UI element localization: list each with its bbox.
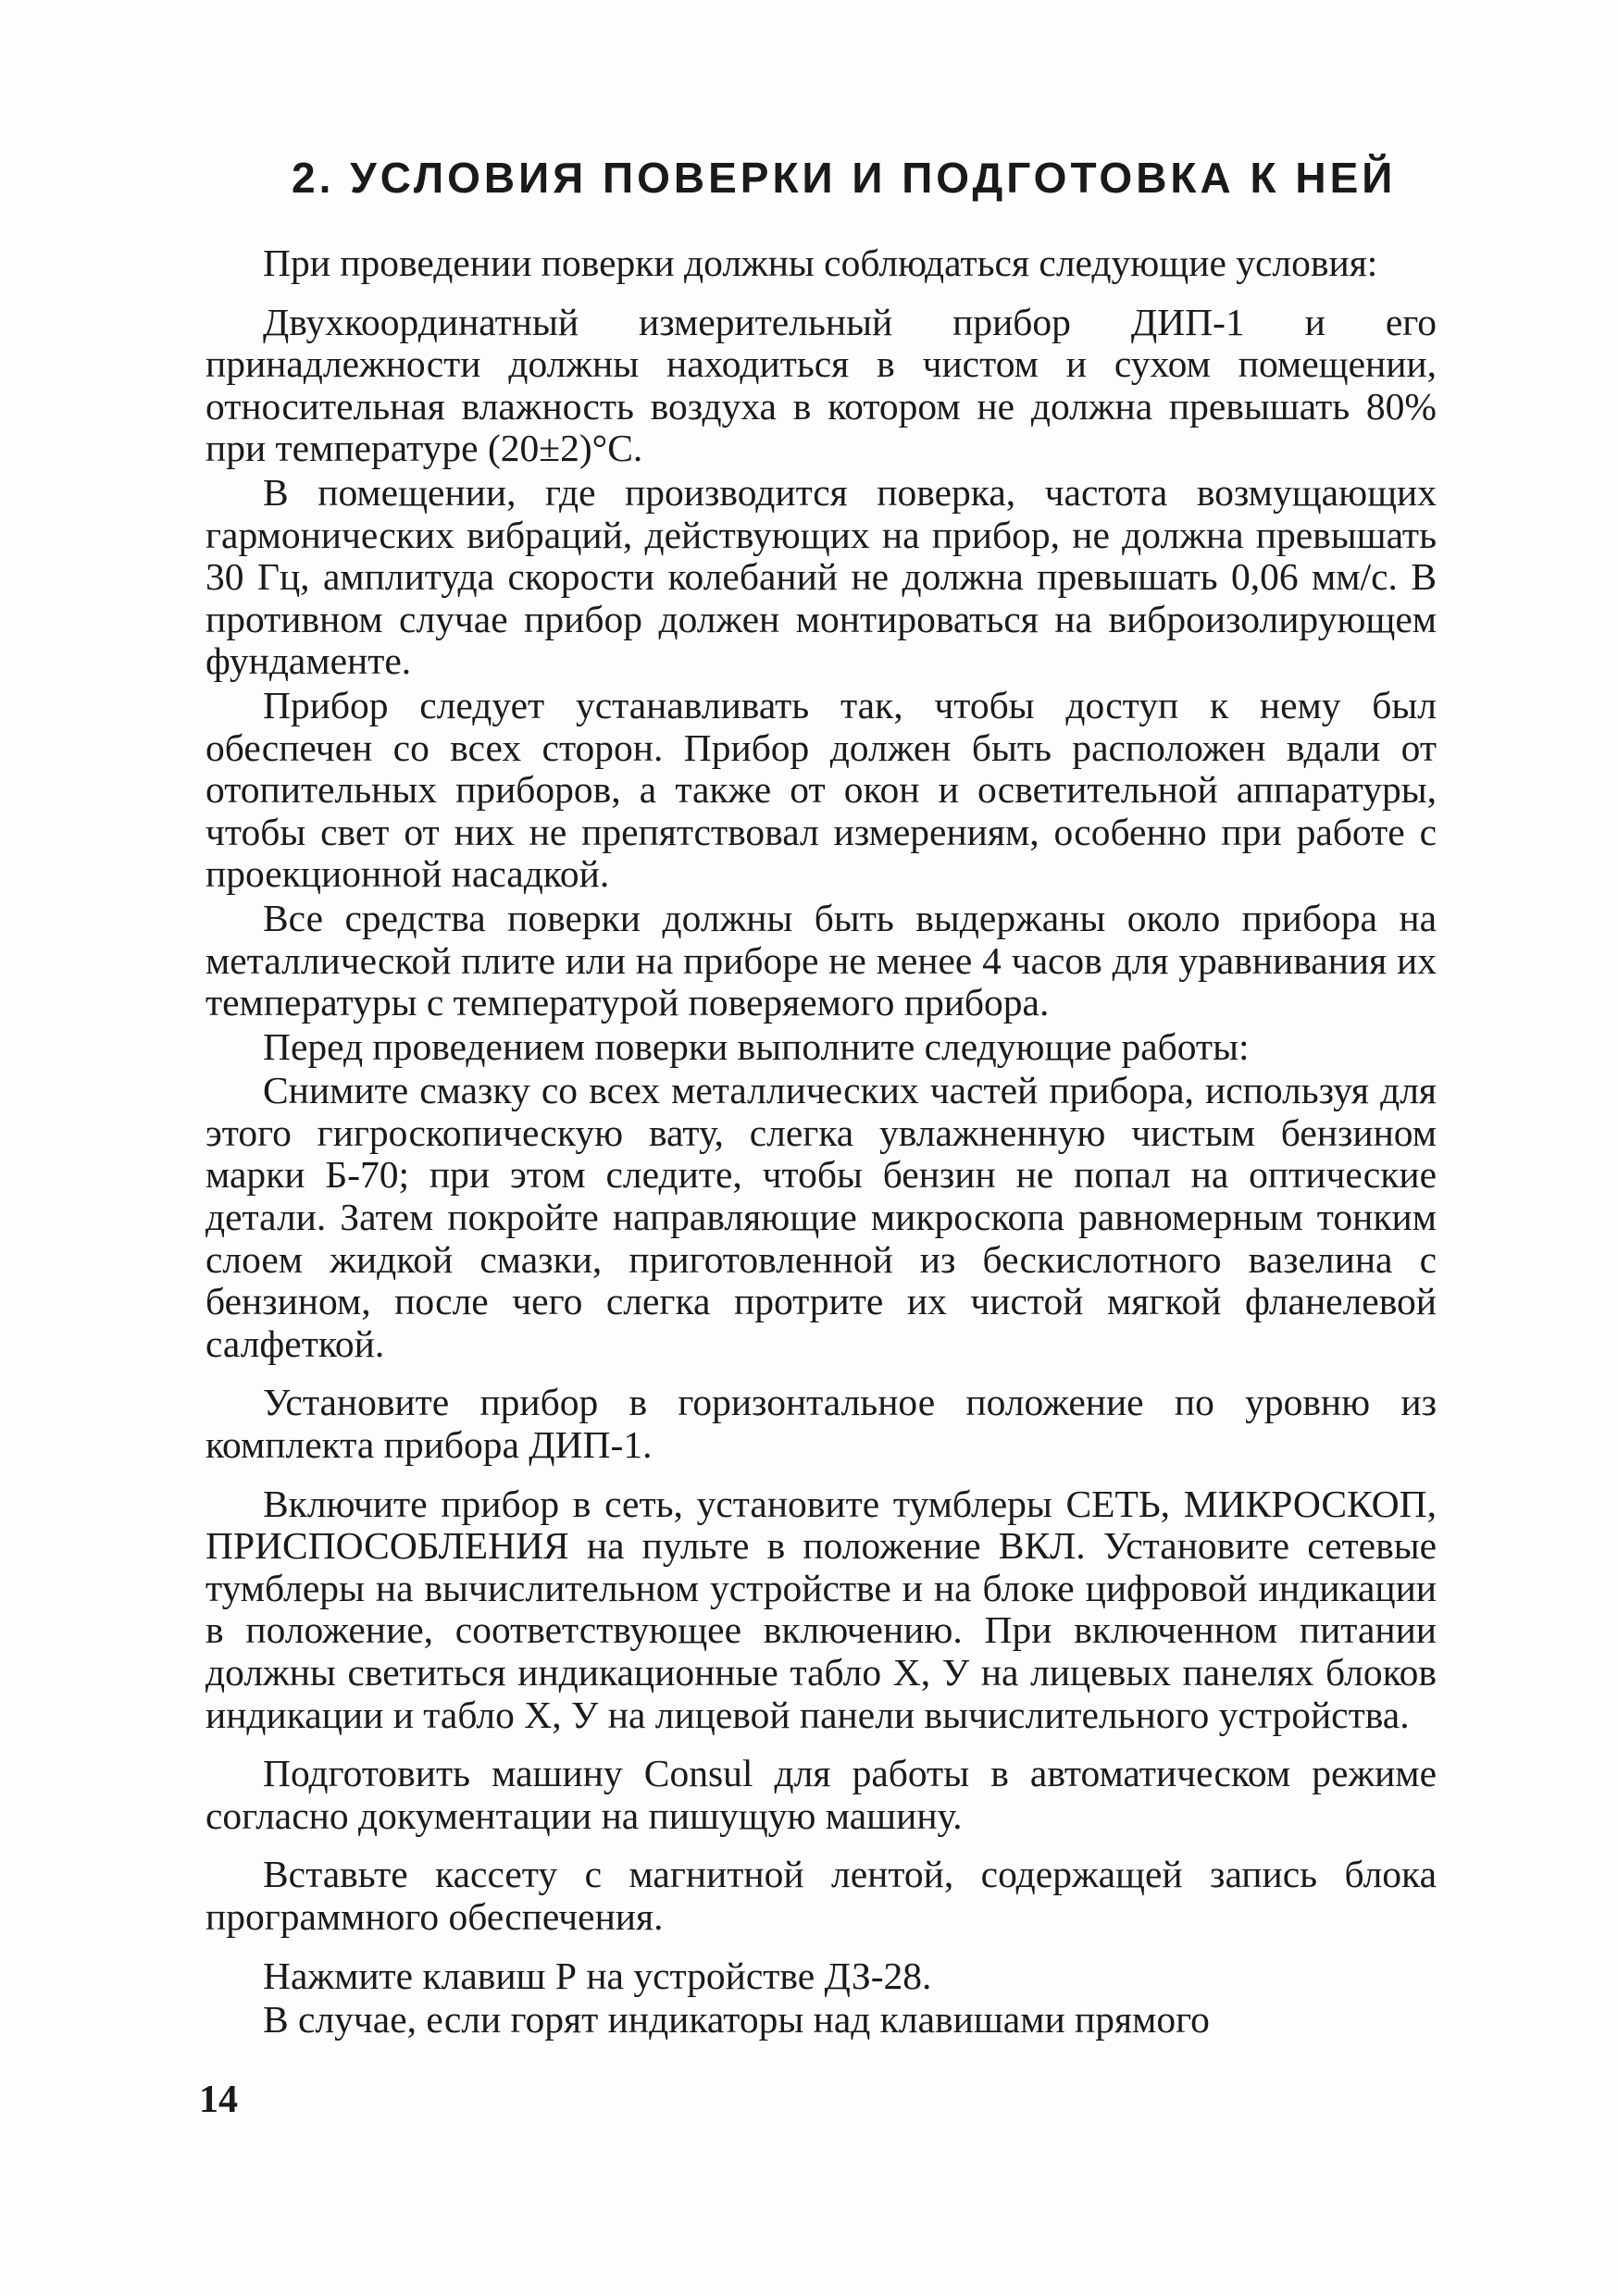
body-text <box>205 242 1437 2043</box>
paragraph: Все средства поверки должны быть выдержаны около прибора на металлической плите или на приборе не менее 4 часов для уравнивания их температуры с температурой поверяемого прибора. <box>205 896 1437 1024</box>
paragraph: При проведении поверки должны соблюдаться следующие условия: <box>263 242 1378 284</box>
paragraph: Снимите смазку со всех металлических частей прибора, используя для этого гигроскопическую вату, слегка увлажненную чистым бензином марки Б-70; при этом следите, чтобы бензин не попал на оптические детали. Затем покройте направляющие микроскопа равномерным тонким слоем жидкой смазки, приготовленной из бескислотного вазелина с бензином, после чего слегка протрите их чистой мягкой фланелевой салфеткой. <box>205 1069 1437 1365</box>
paragraph: Перед проведением поверки выполните следующие работы: <box>263 1024 1250 1068</box>
section-heading: 2. УСЛОВИЯ ПОВЕРКИ И ПОДГОТОВКА К НЕЙ <box>292 154 1397 202</box>
paragraph: В случае, если горят индикаторы над клавишами прямого <box>263 1998 1210 2042</box>
paragraph: Включите прибор в сеть, установите тумблеры СЕТЬ, МИКРОСКОП, ПРИСПОСОБЛЕНИЯ на пульте в положение ВКЛ. Установите сетевые тумблеры на вычислительном устройстве и на блоке цифровой индикации в положение, соответствующее включению. При включенном питании должны светиться индикационные табло X, У на лицевых панелях блоков индикации и табло X, У на лицевой панели вычислительного устройства. <box>205 1482 1437 1736</box>
paragraph: Установите прибор в горизонтальное положение по уровню из комплекта прибора ДИП-1. <box>205 1381 1437 1467</box>
paragraph: Двухкоординатный измерительный прибор ДИП-1 и его принадлежности должны находиться в чистом и сухом помещении, относительная влажность воздуха в котором не должна превышать 80% при температуре (20±2)°С. <box>205 300 1437 470</box>
paragraph: Подготовить машину Consul для работы в автоматическом режиме согласно документации на пишущую машину. <box>205 1752 1437 1837</box>
paragraph: Вставьте кассету с магнитной лентой, содержащей запись блока программного обеспечения. <box>205 1853 1437 1938</box>
paragraph: Нажмите клавиш Р на устройстве ДЗ-28. <box>263 1954 932 1997</box>
page-number: 14 <box>199 2079 238 2121</box>
paragraph: Прибор следует устанавливать так, чтобы доступ к нему был обеспечен со всех сторон. Прибор должен быть расположен вдали от отопительных приборов, а также от окон и осветительной аппаратуры, чтобы свет от них не препятствовал измерениям, особенно при работе с проекционной насадкой. <box>205 683 1437 896</box>
paragraph: В помещении, где производится поверка, частота возмущающих гармонических вибраций, действующих на прибор, не должна превышать 30 Гц, амплитуда скорости колебаний не должна превышать 0,06 мм/с. В противном случае прибор должен монтироваться на виброизолирующем фундаменте. <box>205 470 1437 683</box>
